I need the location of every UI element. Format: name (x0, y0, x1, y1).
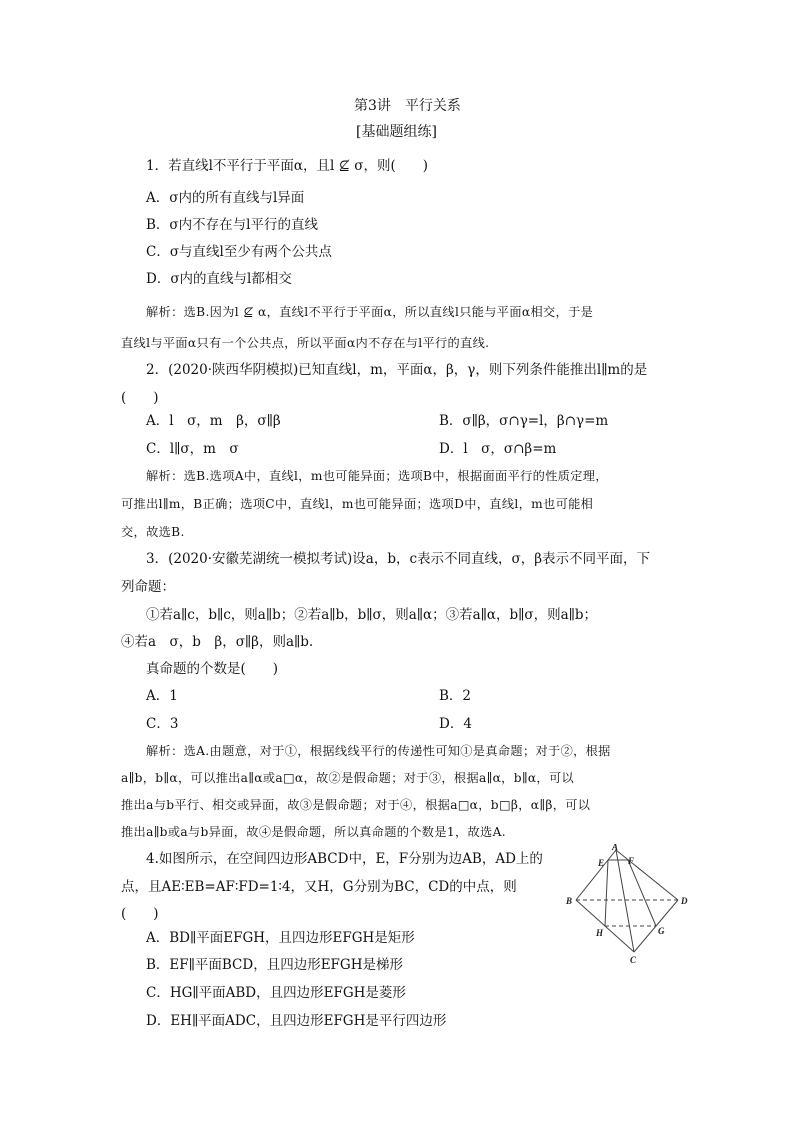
q3-solution-line: 推出a∥b或a与b异面，故④是假命题，所以真命题的个数是1，故选A. (121, 825, 506, 839)
q3-stem: 列命题： (121, 579, 175, 595)
q2-option-d: D．l σ，σ∩β=m (439, 441, 557, 457)
q4-stem: ( ) (121, 906, 159, 922)
q2-solution-line: 可推出l∥m，B正确；选项C中，直线l，m也可能异面；选项D中，直线l，m也可能相 (121, 497, 594, 511)
q2-solution-line: 解析：选B.选项A中，直线l，m也可能异面；选项B中，根据面面平行的性质定理， (146, 469, 608, 483)
q3-option-d: D．4 (439, 716, 472, 732)
q3-question: 真命题的个数是( ) (146, 661, 279, 677)
label-g: G (658, 926, 665, 936)
q4-option-b: B．EF∥平面BCD，且四边形EFGH是梯形 (146, 957, 403, 973)
q2-option-b: B．σ∥β，σ∩γ=l，β∩γ=m (439, 413, 609, 429)
edge-eh (605, 860, 608, 926)
q3-solution-line: 解析：选A.由题意，对于①，根据线线平行的传递性可知①是真命题；对于②，根据 (146, 744, 611, 758)
q1-option-c: C．σ与直线l至少有两个公共点 (146, 244, 332, 260)
lecture-title: 第3讲 平行关系 (354, 98, 461, 114)
q1-option-d: D．σ内的直线与l都相交 (146, 271, 292, 287)
q3-stem: 3．(2020·安徽芜湖统一模拟考试)设a，b，c表示不同直线，σ，β表示不同平面，下 (146, 551, 651, 567)
q2-stem: 2．(2020·陕西华阴模拟)已知直线l，m，平面α，β，γ，则下列条件能推出l∥m的是 (146, 362, 648, 378)
q4-option-d: D．EH∥平面ADC，且四边形EFGH是平行四边形 (146, 1013, 447, 1029)
q4-stem: 4.如图所示，在空间四边形ABCD中，E，F分别为边AB，AD上的 (146, 851, 543, 867)
q4-option-c: C．HG∥平面ABD，且四边形EFGH是菱形 (146, 985, 406, 1001)
label-d: D (681, 896, 688, 906)
tetrahedron-figure (564, 844, 694, 964)
q1-option-b: B．σ内不存在与l平行的直线 (146, 217, 318, 233)
q3-propositions: ①若a∥c，b∥c，则a∥b；②若a∥b，b∥σ，则a∥α；③若a∥α，b∥σ，则a∥b； (146, 607, 598, 623)
label-a: A (612, 844, 619, 852)
q3-propositions: ④若a σ，b β，σ∥β，则a∥b. (121, 634, 314, 650)
label-c: C (630, 955, 637, 964)
q1-solution-line: 解析：选B.因为l ⊈ α，直线l不平行于平面α，所以直线l只能与平面α相交，于是 (146, 305, 594, 319)
q2-stem: ( ) (121, 390, 159, 406)
q1-solution-line: 直线l与平面α只有一个公共点，所以平面α内不存在与l平行的直线. (121, 336, 490, 350)
q3-option-b: B．2 (439, 688, 472, 704)
edge-ab (576, 850, 616, 900)
q3-option-a: A．1 (146, 688, 178, 704)
q3-solution-line: a∥b，b∥α，可以推出a∥α或a□α，故②是假命题；对于③，根据a∥α，b∥α，可以 (121, 771, 575, 785)
q3-solution-line: 推出a与b平行、相交或异面，故③是假命题；对于④，根据a□α，b□β，α∥β，可以 (121, 798, 591, 812)
label-h: H (596, 928, 604, 938)
q1-stem: 1．若直线l不平行于平面α，且l ⊈ σ，则( ) (146, 158, 428, 174)
q4-option-a: A．BD∥平面EFGH，且四边形EFGH是矩形 (146, 930, 415, 946)
label-e: E (598, 858, 605, 868)
edge-ad (616, 850, 678, 900)
q1-option-a: A．σ内的所有直线与l异面 (146, 190, 305, 206)
section-heading: [基础题组练] (356, 124, 437, 140)
label-f: F (628, 856, 635, 866)
label-b: B (566, 896, 573, 906)
q4-stem: 点，且AE∶EB=AF∶FD=1∶4，又H，G分别为BC，CD的中点，则 (121, 879, 517, 895)
edge-fg (628, 860, 656, 926)
q2-option-c: C．l∥σ，m σ (146, 441, 239, 457)
q2-option-a: A．l σ，m β，σ∥β (146, 413, 281, 429)
q3-option-c: C．3 (146, 716, 179, 732)
q2-solution-line: 交，故选B. (121, 525, 185, 539)
